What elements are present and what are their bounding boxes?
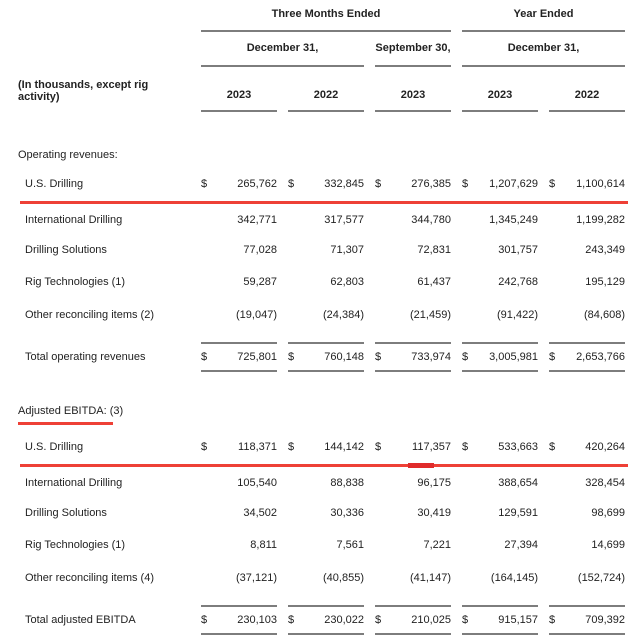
currency-symbol: $ [201, 178, 208, 190]
cell-value: 243,349 [585, 244, 625, 256]
cell-value: 14,699 [591, 539, 625, 551]
red-underline-annotation [20, 201, 628, 204]
cell-value: 71,307 [330, 244, 364, 256]
currency-symbol: $ [288, 614, 295, 626]
cell-value: 915,157 [498, 614, 538, 626]
cell-value: 59,287 [243, 276, 277, 288]
cell-value: 96,175 [417, 477, 451, 489]
value-cell [201, 301, 277, 329]
cell-value: (91,422) [497, 309, 538, 321]
value-cell [375, 170, 451, 198]
row-label: Rig Technologies (1) [25, 276, 126, 288]
currency-symbol: $ [549, 351, 556, 363]
table-row [0, 564, 640, 592]
value-cell [288, 499, 364, 527]
value-cell [462, 469, 538, 497]
date-header-september-30: September 30, [375, 32, 451, 67]
year-column-header: 2022 [288, 77, 364, 112]
red-underline-segment [408, 463, 434, 468]
col-group-three-months-ended: Three Months Ended [201, 0, 451, 32]
currency-symbol: $ [288, 441, 295, 453]
value-cell [549, 499, 625, 527]
cell-value: 265,762 [237, 178, 277, 190]
cell-value: 230,022 [324, 614, 364, 626]
value-cell [549, 433, 625, 461]
cell-value: (40,855) [323, 572, 364, 584]
cell-value: (24,384) [323, 309, 364, 321]
section-header-adjusted-ebitda: Adjusted EBITDA: (3) [18, 405, 124, 417]
cell-value: 72,831 [417, 244, 451, 256]
year-column-header: 2023 [462, 77, 538, 112]
value-cell [549, 564, 625, 592]
date-header-december-31: December 31, [201, 32, 364, 67]
cell-value: 77,028 [243, 244, 277, 256]
cell-value: 242,768 [498, 276, 538, 288]
year-column-header: 2022 [549, 77, 625, 112]
cell-value: 301,757 [498, 244, 538, 256]
value-cell [288, 433, 364, 461]
col-group-year-ended: Year Ended [462, 0, 625, 32]
year-column-header: 2023 [201, 77, 277, 112]
value-cell [462, 531, 538, 559]
cell-value: 1,100,614 [576, 178, 625, 190]
currency-symbol: $ [375, 441, 382, 453]
currency-symbol: $ [549, 178, 556, 190]
table-row [0, 170, 640, 198]
cell-value: 144,142 [324, 441, 364, 453]
cell-value: 27,394 [504, 539, 538, 551]
row-label: International Drilling [25, 214, 123, 226]
cell-value: 118,371 [238, 441, 277, 453]
cell-value: 30,336 [330, 507, 364, 519]
table-row [0, 433, 640, 461]
value-cell [201, 531, 277, 559]
value-cell [462, 564, 538, 592]
value-cell [462, 605, 538, 635]
value-cell [462, 499, 538, 527]
cell-value: 328,454 [585, 477, 625, 489]
row-label: Other reconciling items (4) [25, 572, 154, 584]
currency-symbol: $ [288, 178, 295, 190]
cell-value: (19,047) [236, 309, 277, 321]
cell-value: 276,385 [411, 178, 451, 190]
cell-value: 7,561 [336, 539, 364, 551]
cell-value: 317,577 [324, 214, 364, 226]
currency-symbol: $ [201, 614, 208, 626]
cell-value: 388,654 [498, 477, 538, 489]
cell-value: 533,663 [498, 441, 538, 453]
row-label: Drilling Solutions [25, 244, 107, 256]
value-cell [462, 268, 538, 296]
value-cell [375, 564, 451, 592]
cell-value: 760,148 [324, 351, 364, 363]
value-cell [201, 236, 277, 264]
value-cell [375, 206, 451, 234]
cell-value: 420,264 [585, 441, 625, 453]
value-cell [288, 170, 364, 198]
value-cell [201, 564, 277, 592]
cell-value: 709,392 [585, 614, 625, 626]
value-cell [288, 469, 364, 497]
cell-value: 2,653,766 [576, 351, 625, 363]
value-cell [288, 206, 364, 234]
value-cell [375, 605, 451, 635]
red-underline-annotation [18, 422, 113, 425]
total-row-operating-revenues [0, 342, 640, 372]
value-cell [201, 268, 277, 296]
currency-symbol: $ [549, 441, 556, 453]
cell-value: 733,974 [411, 351, 451, 363]
value-cell [549, 531, 625, 559]
value-cell [288, 342, 364, 372]
cell-value: 88,838 [330, 477, 364, 489]
value-cell [375, 268, 451, 296]
value-cell [549, 268, 625, 296]
cell-value: 210,025 [411, 614, 451, 626]
date-header-december-31-ye: December 31, [462, 32, 625, 67]
value-cell [375, 301, 451, 329]
currency-symbol: $ [201, 441, 208, 453]
table-row [0, 236, 640, 264]
cell-value: 8,811 [250, 539, 277, 551]
row-label: Rig Technologies (1) [25, 539, 126, 551]
value-cell [375, 469, 451, 497]
cell-value: 344,780 [411, 214, 451, 226]
currency-symbol: $ [288, 351, 295, 363]
value-cell [462, 342, 538, 372]
total-row-adjusted-ebitda [0, 605, 640, 635]
cell-value: 1,207,629 [489, 178, 538, 190]
table-row [0, 469, 640, 497]
cell-value: 230,103 [237, 614, 277, 626]
value-cell [201, 170, 277, 198]
value-cell [549, 301, 625, 329]
currency-symbol: $ [462, 178, 469, 190]
row-label: Total adjusted EBITDA [25, 614, 136, 626]
value-cell [201, 342, 277, 372]
value-cell [201, 499, 277, 527]
cell-value: 7,221 [423, 539, 451, 551]
cell-value: 725,801 [237, 351, 277, 363]
value-cell [288, 236, 364, 264]
table-caption: (In thousands, except rig activity) [18, 79, 149, 103]
cell-value: (37,121) [236, 572, 277, 584]
cell-value: 332,845 [324, 178, 364, 190]
table-row [0, 499, 640, 527]
row-label: Other reconciling items (2) [25, 309, 154, 321]
cell-value: (21,459) [410, 309, 451, 321]
section-header-operating-revenues: Operating revenues: [18, 149, 118, 161]
currency-symbol: $ [549, 614, 556, 626]
row-label: Drilling Solutions [25, 507, 107, 519]
table-row [0, 301, 640, 329]
currency-symbol: $ [201, 351, 208, 363]
value-cell [549, 206, 625, 234]
currency-symbol: $ [462, 351, 469, 363]
cell-value: (84,608) [584, 309, 625, 321]
cell-value: 117,357 [412, 441, 451, 453]
value-cell [375, 499, 451, 527]
year-column-header: 2023 [375, 77, 451, 112]
cell-value: 195,129 [585, 276, 625, 288]
value-cell [201, 433, 277, 461]
value-cell [549, 469, 625, 497]
value-cell [549, 236, 625, 264]
row-label: U.S. Drilling [25, 441, 84, 453]
cell-value: 34,502 [243, 507, 277, 519]
value-cell [288, 564, 364, 592]
value-cell [462, 433, 538, 461]
value-cell [375, 342, 451, 372]
cell-value: (41,147) [410, 572, 451, 584]
currency-symbol: $ [375, 351, 382, 363]
cell-value: 30,419 [417, 507, 451, 519]
cell-value: 1,199,282 [576, 214, 625, 226]
row-label: International Drilling [25, 477, 123, 489]
header-period-groups [0, 0, 640, 32]
currency-symbol: $ [375, 614, 382, 626]
cell-value: 98,699 [591, 507, 625, 519]
header-years [0, 67, 640, 112]
value-cell [201, 469, 277, 497]
value-cell [549, 342, 625, 372]
value-cell [462, 206, 538, 234]
cell-value: 62,803 [330, 276, 364, 288]
value-cell [201, 605, 277, 635]
value-cell [462, 236, 538, 264]
cell-value: 3,005,981 [489, 351, 538, 363]
cell-value: 61,437 [417, 276, 451, 288]
value-cell [375, 236, 451, 264]
value-cell [549, 170, 625, 198]
value-cell [462, 170, 538, 198]
value-cell [288, 268, 364, 296]
value-cell [375, 531, 451, 559]
table-row [0, 206, 640, 234]
cell-value: 105,540 [237, 477, 277, 489]
currency-symbol: $ [462, 441, 469, 453]
row-label: U.S. Drilling [25, 178, 84, 190]
cell-value: (164,145) [490, 572, 538, 584]
currency-symbol: $ [462, 614, 469, 626]
cell-value: 342,771 [237, 214, 277, 226]
value-cell [375, 433, 451, 461]
table-row [0, 268, 640, 296]
value-cell [462, 301, 538, 329]
cell-value: 1,345,249 [489, 214, 538, 226]
cell-value: (152,724) [577, 572, 625, 584]
value-cell [549, 605, 625, 635]
header-dates [0, 32, 640, 67]
red-underline-annotation [20, 464, 628, 467]
value-cell [201, 206, 277, 234]
value-cell [288, 301, 364, 329]
cell-value: 129,591 [498, 507, 538, 519]
currency-symbol: $ [375, 178, 382, 190]
value-cell [288, 531, 364, 559]
row-label: Total operating revenues [25, 351, 146, 363]
value-cell [288, 605, 364, 635]
table-row [0, 531, 640, 559]
